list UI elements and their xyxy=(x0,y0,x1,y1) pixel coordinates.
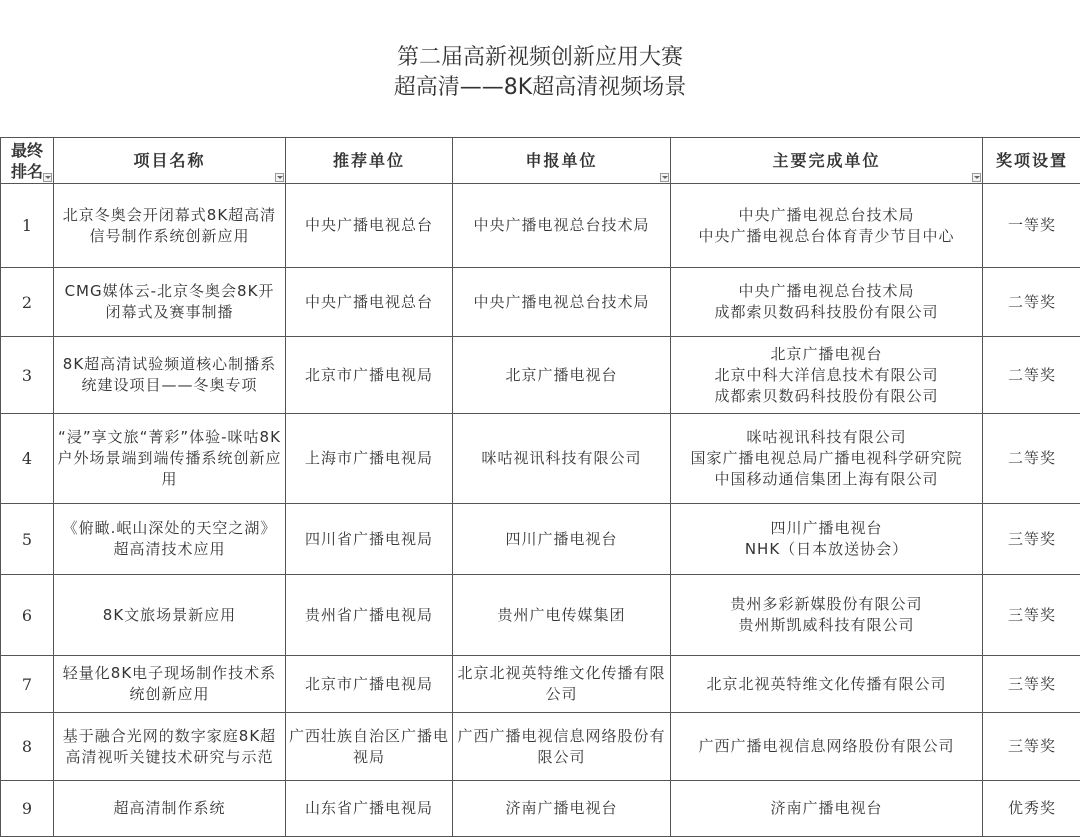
cell-completer xyxy=(671,575,983,656)
table-row xyxy=(1,184,1080,268)
cell-applicant: 中央广播电视总台技术局 xyxy=(453,268,671,337)
cell-project: 轻量化8K电子现场制作技术系统创新应用 xyxy=(54,656,286,713)
header-applicant xyxy=(453,138,671,184)
cell-completer xyxy=(671,268,983,337)
header-completer-label: 主要完成单位 xyxy=(772,151,880,170)
cell-completer xyxy=(671,337,983,414)
cell-project: 8K超高清试验频道核心制播系统建设项目——冬奥专项 xyxy=(54,337,286,414)
cell-completer xyxy=(671,504,983,575)
cell-award: 三等奖 xyxy=(983,713,1080,781)
cell-rank: 2 xyxy=(1,268,54,337)
cell-project: 8K文旅场景新应用 xyxy=(54,575,286,656)
cell-recommender: 山东省广播电视局 xyxy=(286,781,453,837)
cell-applicant: 中央广播电视总台技术局 xyxy=(453,184,671,268)
completer-unit: 国家广播电视总局广播电视科学研究院 xyxy=(674,448,979,469)
cell-applicant: 济南广播电视台 xyxy=(453,781,671,837)
cell-recommender: 广西壮族自治区广播电视局 xyxy=(286,713,453,781)
cell-rank: 7 xyxy=(1,656,54,713)
header-project xyxy=(54,138,286,184)
table-row xyxy=(1,781,1080,837)
completer-unit: 贵州斯凯威科技有限公司 xyxy=(674,615,979,636)
header-recommender-label: 推荐单位 xyxy=(333,151,405,170)
table-row xyxy=(1,656,1080,713)
cell-applicant: 四川广播电视台 xyxy=(453,504,671,575)
cell-award: 三等奖 xyxy=(983,575,1080,656)
header-award xyxy=(983,138,1080,184)
cell-applicant: 北京广播电视台 xyxy=(453,337,671,414)
cell-rank: 1 xyxy=(1,184,54,268)
cell-award: 二等奖 xyxy=(983,337,1080,414)
cell-project: 基于融合光网的数字家庭8K超高清视听关键技术研究与示范 xyxy=(54,713,286,781)
cell-recommender: 上海市广播电视局 xyxy=(286,414,453,504)
cell-applicant: 咪咕视讯科技有限公司 xyxy=(453,414,671,504)
cell-project: 超高清制作系统 xyxy=(54,781,286,837)
table-row xyxy=(1,414,1080,504)
cell-rank: 4 xyxy=(1,414,54,504)
header-rank xyxy=(1,138,54,184)
cell-project: CMG媒体云-北京冬奥会8K开闭幕式及赛事制播 xyxy=(54,268,286,337)
cell-completer xyxy=(671,713,983,781)
document-subtitle: 超高清——8K超高清视频场景 xyxy=(0,70,1080,101)
filter-dropdown-icon[interactable] xyxy=(660,173,669,182)
cell-award: 二等奖 xyxy=(983,414,1080,504)
cell-rank: 3 xyxy=(1,337,54,414)
completer-unit: 广西广播电视信息网络股份有限公司 xyxy=(674,736,979,757)
cell-recommender: 中央广播电视总台 xyxy=(286,184,453,268)
cell-recommender: 北京市广播电视局 xyxy=(286,337,453,414)
cell-project: 北京冬奥会开闭幕式8K超高清信号制作系统创新应用 xyxy=(54,184,286,268)
cell-rank: 9 xyxy=(1,781,54,837)
completer-unit: 四川广播电视台 xyxy=(674,518,979,539)
header-recommender xyxy=(286,138,453,184)
document-title: 第二届高新视频创新应用大赛 xyxy=(0,40,1080,71)
table-row xyxy=(1,713,1080,781)
cell-rank: 8 xyxy=(1,713,54,781)
cell-award: 优秀奖 xyxy=(983,781,1080,837)
filter-dropdown-icon[interactable] xyxy=(275,173,284,182)
header-completer xyxy=(671,138,983,184)
completer-unit: 中央广播电视总台技术局 xyxy=(674,205,979,226)
cell-recommender: 四川省广播电视局 xyxy=(286,504,453,575)
table-row xyxy=(1,337,1080,414)
cell-recommender: 贵州省广播电视局 xyxy=(286,575,453,656)
cell-completer xyxy=(671,656,983,713)
header-award-label: 奖项设置 xyxy=(996,151,1068,170)
cell-applicant: 贵州广电传媒集团 xyxy=(453,575,671,656)
completer-unit: 济南广播电视台 xyxy=(674,798,979,819)
cell-applicant: 广西广播电视信息网络股份有限公司 xyxy=(453,713,671,781)
completer-unit: 贵州多彩新媒股份有限公司 xyxy=(674,594,979,615)
cell-project: 《俯瞰.岷山深处的天空之湖》超高清技术应用 xyxy=(54,504,286,575)
cell-award: 三等奖 xyxy=(983,656,1080,713)
header-row xyxy=(1,138,1080,184)
completer-unit: 咪咕视讯科技有限公司 xyxy=(674,427,979,448)
completer-unit: 成都索贝数码科技股份有限公司 xyxy=(674,302,979,323)
cell-award: 二等奖 xyxy=(983,268,1080,337)
table-row xyxy=(1,504,1080,575)
table-row xyxy=(1,575,1080,656)
filter-dropdown-icon[interactable] xyxy=(43,173,52,182)
cell-rank: 5 xyxy=(1,504,54,575)
award-table xyxy=(0,137,1080,837)
completer-unit: 北京中科大洋信息技术有限公司 xyxy=(674,365,979,386)
cell-completer xyxy=(671,414,983,504)
completer-unit: 中央广播电视总台技术局 xyxy=(674,281,979,302)
cell-rank: 6 xyxy=(1,575,54,656)
header-project-label: 项目名称 xyxy=(133,151,205,170)
header-rank-label: 最终排名 xyxy=(11,141,43,181)
table-row xyxy=(1,268,1080,337)
completer-unit: 成都索贝数码科技股份有限公司 xyxy=(674,386,979,407)
cell-recommender: 中央广播电视总台 xyxy=(286,268,453,337)
filter-dropdown-icon[interactable] xyxy=(972,173,981,182)
cell-award: 一等奖 xyxy=(983,184,1080,268)
completer-unit: 中央广播电视总台体育青少节目中心 xyxy=(674,226,979,247)
cell-completer xyxy=(671,184,983,268)
cell-award: 三等奖 xyxy=(983,504,1080,575)
cell-completer xyxy=(671,781,983,837)
cell-recommender: 北京市广播电视局 xyxy=(286,656,453,713)
completer-unit: NHK（日本放送协会） xyxy=(674,539,979,560)
cell-applicant: 北京北视英特维文化传播有限公司 xyxy=(453,656,671,713)
completer-unit: 北京广播电视台 xyxy=(674,344,979,365)
cell-project: “浸”享文旅“菁彩”体验-咪咕8K户外场景端到端传播系统创新应用 xyxy=(54,414,286,504)
completer-unit: 中国移动通信集团上海有限公司 xyxy=(674,469,979,490)
header-applicant-label: 申报单位 xyxy=(525,151,597,170)
completer-unit: 北京北视英特维文化传播有限公司 xyxy=(674,674,979,695)
